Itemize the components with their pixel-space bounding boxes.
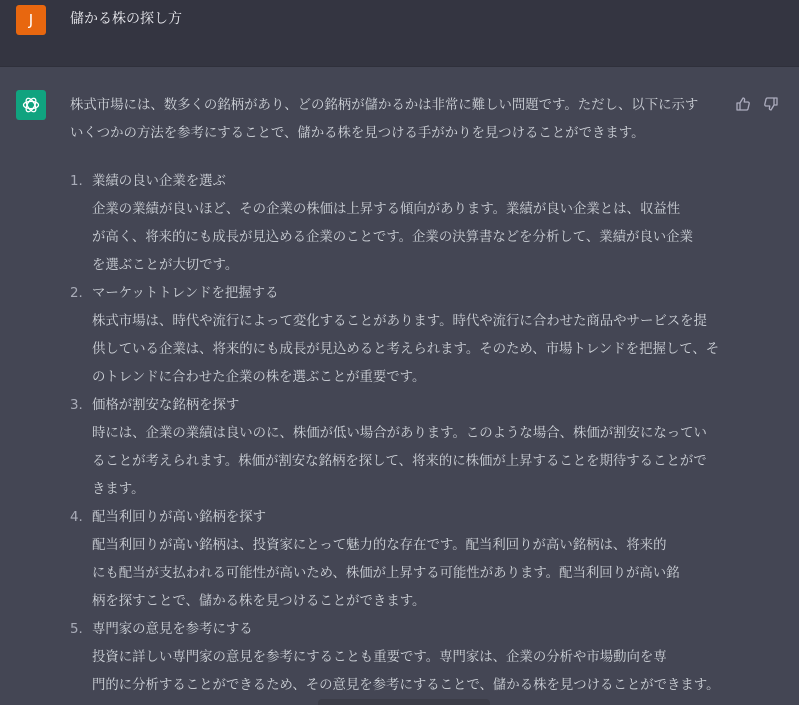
list-item-title: マーケットトレンドを把握する: [92, 286, 279, 301]
list-item-body-line: 株式市場は、時代や流行によって変化することがあります。時代や流行に合わせた商品やサービスを提: [92, 314, 707, 329]
list-number: 3.: [70, 398, 83, 413]
list-item: [70, 504, 730, 616]
list-item-title: 業績の良い企業を選ぶ: [92, 174, 226, 189]
list-item-body-line: ることが考えられます。株価が割安な銘柄を探して、将来的に株価が上昇することを期待することがで: [92, 454, 707, 469]
list-item-body-line: 供している企業は、将来的にも成長が見込めると考えられます。そのため、市場トレンドを把握して、そ: [92, 342, 720, 357]
thumbs-down-icon[interactable]: [763, 96, 779, 112]
list-item: [70, 168, 730, 280]
list-item-body-line: が高く、将来的にも成長が見込める企業のことです。企業の決算書などを分析して、業績が良い企業: [92, 230, 693, 245]
user-message-row: [0, 0, 799, 67]
intro-line: 株式市場には、数多くの銘柄があり、どの銘柄が儲かるかは非常に難しい問題です。ただし、以下に示す: [70, 98, 699, 113]
list-item: [70, 280, 730, 392]
thumbs-up-icon[interactable]: [735, 96, 751, 112]
list-item: [70, 616, 730, 700]
list-item-body-line: 時には、企業の業績は良いのに、株価が低い場合があります。このような場合、株価が割安になってい: [92, 426, 707, 441]
user-avatar: J: [16, 5, 46, 35]
scroll-to-bottom-bar: [318, 699, 490, 705]
list-number: 1.: [70, 174, 83, 189]
user-message-text: 儲かる株の探し方: [70, 11, 182, 27]
list-item-title: 配当利回りが高い銘柄を探す: [92, 510, 267, 525]
list-item-body-line: を選ぶことが大切です。: [92, 258, 239, 273]
list-item-body-line: 企業の業績が良いほど、その企業の株価は上昇する傾向があります。業績が良い企業とは、収益性: [92, 202, 681, 217]
openai-logo-icon: [16, 90, 46, 120]
list-item-body-line: 柄を探すことで、儲かる株を見つけることができます。: [92, 594, 426, 609]
list-number: 4.: [70, 510, 83, 525]
list-item-title: 価格が割安な銘柄を探す: [92, 398, 240, 413]
list-item-title: 専門家の意見を参考にする: [92, 622, 253, 637]
list-item-body-line: 配当利回りが高い銘柄は、投資家にとって魅力的な存在です。配当利回りが高い銘柄は、将来的: [92, 538, 667, 553]
list-number: 2.: [70, 286, 83, 301]
list-item-body-line: にも配当が支払われる可能性が高いため、株価が上昇する可能性があります。配当利回りが高い銘: [92, 566, 680, 581]
assistant-message: [70, 92, 730, 700]
list-item-body-line: 門的に分析することができるため、その意見を参考にすることで、儲かる株を見つけることができます。: [92, 678, 720, 693]
list-item-body-line: きます。: [92, 482, 145, 497]
assistant-intro: [70, 92, 730, 148]
intro-line: いくつかの方法を参考にすることで、儲かる株を見つける手がかりを見つけることができます。: [70, 126, 645, 141]
list-item-body-line: のトレンドに合わせた企業の株を選ぶことが重要です。: [92, 370, 426, 385]
list-number: 5.: [70, 622, 83, 637]
list-item: [70, 392, 730, 504]
list-item-body-line: 投資に詳しい専門家の意見を参考にすることも重要です。専門家は、企業の分析や市場動向を専: [92, 650, 667, 665]
